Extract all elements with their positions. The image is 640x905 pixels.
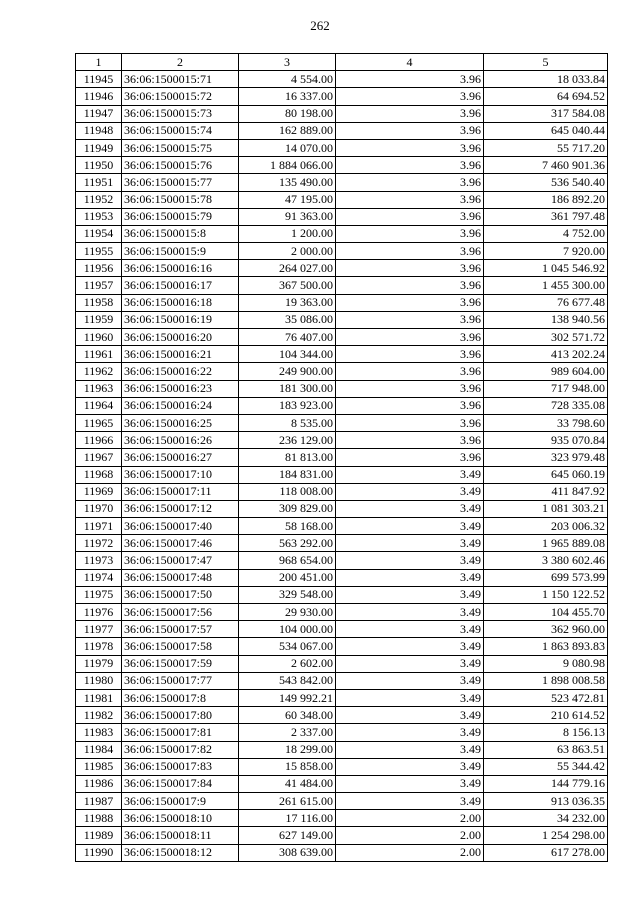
table-row <box>76 500 608 517</box>
cadastral-number-cell: 36:06:1500017:50 <box>122 586 239 603</box>
row-number-cell: 11974 <box>76 569 122 586</box>
cadastral-number-cell: 36:06:1500016:25 <box>122 414 239 431</box>
cadastral-number-cell: 36:06:1500015:71 <box>122 71 239 88</box>
amount-value-cell: 1 898 008.58 <box>484 672 608 689</box>
table-row <box>76 810 608 827</box>
area-value-cell: 19 363.00 <box>239 294 336 311</box>
area-value-cell: 135 490.00 <box>239 174 336 191</box>
rate-value-cell: 3.96 <box>336 432 484 449</box>
area-value-cell: 200 451.00 <box>239 569 336 586</box>
row-number-cell: 11975 <box>76 586 122 603</box>
amount-value-cell: 3 380 602.46 <box>484 552 608 569</box>
area-value-cell: 1 200.00 <box>239 225 336 242</box>
area-value-cell: 8 535.00 <box>239 414 336 431</box>
rate-value-cell: 2.00 <box>336 827 484 844</box>
area-value-cell: 81 813.00 <box>239 449 336 466</box>
cadastral-number-cell: 36:06:1500016:17 <box>122 277 239 294</box>
area-value-cell: 264 027.00 <box>239 260 336 277</box>
rate-value-cell: 3.49 <box>336 638 484 655</box>
rate-value-cell: 3.96 <box>336 414 484 431</box>
row-number-cell: 11965 <box>76 414 122 431</box>
table-row <box>76 724 608 741</box>
amount-value-cell: 186 892.20 <box>484 191 608 208</box>
area-value-cell: 534 067.00 <box>239 638 336 655</box>
amount-value-cell: 323 979.48 <box>484 449 608 466</box>
area-value-cell: 4 554.00 <box>239 71 336 88</box>
table-row <box>76 638 608 655</box>
area-value-cell: 181 300.00 <box>239 380 336 397</box>
table-row <box>76 672 608 689</box>
table-row <box>76 483 608 500</box>
rate-value-cell: 3.96 <box>336 449 484 466</box>
cadastral-number-cell: 36:06:1500016:22 <box>122 363 239 380</box>
rate-value-cell: 3.49 <box>336 500 484 517</box>
row-number-cell: 11988 <box>76 810 122 827</box>
area-value-cell: 236 129.00 <box>239 432 336 449</box>
table-row <box>76 449 608 466</box>
amount-value-cell: 203 006.32 <box>484 518 608 535</box>
cadastral-number-cell: 36:06:1500017:83 <box>122 758 239 775</box>
amount-value-cell: 138 940.56 <box>484 311 608 328</box>
rate-value-cell: 3.96 <box>336 225 484 242</box>
cadastral-number-cell: 36:06:1500016:16 <box>122 260 239 277</box>
rate-value-cell: 3.49 <box>336 793 484 810</box>
row-number-cell: 11955 <box>76 243 122 260</box>
row-number-cell: 11962 <box>76 363 122 380</box>
amount-value-cell: 935 070.84 <box>484 432 608 449</box>
amount-value-cell: 1 081 303.21 <box>484 500 608 517</box>
amount-value-cell: 33 798.60 <box>484 414 608 431</box>
row-number-cell: 11989 <box>76 827 122 844</box>
amount-value-cell: 210 614.52 <box>484 707 608 724</box>
amount-value-cell: 413 202.24 <box>484 346 608 363</box>
column-header-2: 2 <box>122 54 239 71</box>
area-value-cell: 58 168.00 <box>239 518 336 535</box>
cadastral-number-cell: 36:06:1500016:19 <box>122 311 239 328</box>
area-value-cell: 308 639.00 <box>239 844 336 861</box>
cadastral-number-cell: 36:06:1500017:84 <box>122 775 239 792</box>
amount-value-cell: 7 920.00 <box>484 243 608 260</box>
row-number-cell: 11956 <box>76 260 122 277</box>
area-value-cell: 249 900.00 <box>239 363 336 380</box>
table-row <box>76 707 608 724</box>
rate-value-cell: 3.96 <box>336 329 484 346</box>
area-value-cell: 104 000.00 <box>239 621 336 638</box>
amount-value-cell: 1 455 300.00 <box>484 277 608 294</box>
area-value-cell: 41 484.00 <box>239 775 336 792</box>
row-number-cell: 11953 <box>76 208 122 225</box>
rate-value-cell: 3.49 <box>336 569 484 586</box>
row-number-cell: 11982 <box>76 707 122 724</box>
cadastral-number-cell: 36:06:1500017:58 <box>122 638 239 655</box>
area-value-cell: 968 654.00 <box>239 552 336 569</box>
area-value-cell: 14 070.00 <box>239 139 336 156</box>
amount-value-cell: 144 779.16 <box>484 775 608 792</box>
amount-value-cell: 18 033.84 <box>484 71 608 88</box>
row-number-cell: 11948 <box>76 122 122 139</box>
cadastral-number-cell: 36:06:1500016:24 <box>122 397 239 414</box>
table-row <box>76 793 608 810</box>
area-value-cell: 184 831.00 <box>239 466 336 483</box>
rate-value-cell: 3.96 <box>336 105 484 122</box>
row-number-cell: 11946 <box>76 88 122 105</box>
rate-value-cell: 3.49 <box>336 655 484 672</box>
rate-value-cell: 3.96 <box>336 208 484 225</box>
rate-value-cell: 3.49 <box>336 724 484 741</box>
row-number-cell: 11968 <box>76 466 122 483</box>
cadastral-number-cell: 36:06:1500017:11 <box>122 483 239 500</box>
cadastral-number-cell: 36:06:1500017:59 <box>122 655 239 672</box>
rate-value-cell: 2.00 <box>336 844 484 861</box>
table-row <box>76 758 608 775</box>
row-number-cell: 11980 <box>76 672 122 689</box>
cadastral-number-cell: 36:06:1500017:56 <box>122 604 239 621</box>
rate-value-cell: 3.49 <box>336 621 484 638</box>
amount-value-cell: 9 080.98 <box>484 655 608 672</box>
rate-value-cell: 2.00 <box>336 810 484 827</box>
rate-value-cell: 3.49 <box>336 466 484 483</box>
table-row <box>76 363 608 380</box>
cadastral-number-cell: 36:06:1500015:75 <box>122 139 239 156</box>
amount-value-cell: 7 460 901.36 <box>484 157 608 174</box>
amount-value-cell: 63 863.51 <box>484 741 608 758</box>
table-row <box>76 157 608 174</box>
cadastral-number-cell: 36:06:1500018:12 <box>122 844 239 861</box>
rate-value-cell: 3.49 <box>336 535 484 552</box>
rate-value-cell: 3.96 <box>336 71 484 88</box>
rate-value-cell: 3.49 <box>336 483 484 500</box>
row-number-cell: 11949 <box>76 139 122 156</box>
cadastral-number-cell: 36:06:1500016:20 <box>122 329 239 346</box>
row-number-cell: 11984 <box>76 741 122 758</box>
area-value-cell: 162 889.00 <box>239 122 336 139</box>
table-row <box>76 191 608 208</box>
rate-value-cell: 3.96 <box>336 346 484 363</box>
table-row <box>76 432 608 449</box>
rate-value-cell: 3.96 <box>336 139 484 156</box>
cadastral-number-cell: 36:06:1500016:27 <box>122 449 239 466</box>
row-number-cell: 11983 <box>76 724 122 741</box>
rate-value-cell: 3.49 <box>336 775 484 792</box>
column-header-3: 3 <box>239 54 336 71</box>
area-value-cell: 60 348.00 <box>239 707 336 724</box>
area-value-cell: 91 363.00 <box>239 208 336 225</box>
row-number-cell: 11961 <box>76 346 122 363</box>
row-number-cell: 11958 <box>76 294 122 311</box>
table-row <box>76 466 608 483</box>
cadastral-number-cell: 36:06:1500017:12 <box>122 500 239 517</box>
area-value-cell: 329 548.00 <box>239 586 336 603</box>
cadastral-number-cell: 36:06:1500018:11 <box>122 827 239 844</box>
table-row <box>76 586 608 603</box>
rate-value-cell: 3.96 <box>336 363 484 380</box>
column-header-5: 5 <box>484 54 608 71</box>
cadastral-number-cell: 36:06:1500015:73 <box>122 105 239 122</box>
row-number-cell: 11964 <box>76 397 122 414</box>
cadastral-number-cell: 36:06:1500015:8 <box>122 225 239 242</box>
row-number-cell: 11977 <box>76 621 122 638</box>
cadastral-number-cell: 36:06:1500016:26 <box>122 432 239 449</box>
rate-value-cell: 3.49 <box>336 518 484 535</box>
rate-value-cell: 3.49 <box>336 741 484 758</box>
table-row <box>76 311 608 328</box>
cadastral-number-cell: 36:06:1500015:74 <box>122 122 239 139</box>
table-row <box>76 71 608 88</box>
row-number-cell: 11972 <box>76 535 122 552</box>
amount-value-cell: 104 455.70 <box>484 604 608 621</box>
table-row <box>76 329 608 346</box>
amount-value-cell: 411 847.92 <box>484 483 608 500</box>
rate-value-cell: 3.49 <box>336 672 484 689</box>
cadastral-number-cell: 36:06:1500017:81 <box>122 724 239 741</box>
row-number-cell: 11987 <box>76 793 122 810</box>
rate-value-cell: 3.96 <box>336 122 484 139</box>
amount-value-cell: 523 472.81 <box>484 689 608 706</box>
area-value-cell: 627 149.00 <box>239 827 336 844</box>
rate-value-cell: 3.49 <box>336 604 484 621</box>
row-number-cell: 11954 <box>76 225 122 242</box>
row-number-cell: 11963 <box>76 380 122 397</box>
amount-value-cell: 64 694.52 <box>484 88 608 105</box>
row-number-cell: 11973 <box>76 552 122 569</box>
table-row <box>76 775 608 792</box>
area-value-cell: 17 116.00 <box>239 810 336 827</box>
amount-value-cell: 34 232.00 <box>484 810 608 827</box>
table-row <box>76 655 608 672</box>
rate-value-cell: 3.49 <box>336 689 484 706</box>
cadastral-number-cell: 36:06:1500017:47 <box>122 552 239 569</box>
area-value-cell: 35 086.00 <box>239 311 336 328</box>
amount-value-cell: 302 571.72 <box>484 329 608 346</box>
cadastral-number-cell: 36:06:1500017:10 <box>122 466 239 483</box>
cadastral-number-cell: 36:06:1500018:10 <box>122 810 239 827</box>
amount-value-cell: 361 797.48 <box>484 208 608 225</box>
amount-value-cell: 717 948.00 <box>484 380 608 397</box>
cadastral-number-cell: 36:06:1500016:21 <box>122 346 239 363</box>
area-value-cell: 183 923.00 <box>239 397 336 414</box>
rate-value-cell: 3.96 <box>336 260 484 277</box>
rate-value-cell: 3.96 <box>336 157 484 174</box>
data-table <box>75 53 608 862</box>
row-number-cell: 11966 <box>76 432 122 449</box>
area-value-cell: 47 195.00 <box>239 191 336 208</box>
rate-value-cell: 3.96 <box>336 294 484 311</box>
rate-value-cell: 3.49 <box>336 586 484 603</box>
row-number-cell: 11960 <box>76 329 122 346</box>
amount-value-cell: 728 335.08 <box>484 397 608 414</box>
area-value-cell: 1 884 066.00 <box>239 157 336 174</box>
row-number-cell: 11971 <box>76 518 122 535</box>
table-row <box>76 277 608 294</box>
row-number-cell: 11981 <box>76 689 122 706</box>
amount-value-cell: 55 344.42 <box>484 758 608 775</box>
area-value-cell: 309 829.00 <box>239 500 336 517</box>
table-row <box>76 844 608 861</box>
area-value-cell: 543 842.00 <box>239 672 336 689</box>
rate-value-cell: 3.96 <box>336 191 484 208</box>
amount-value-cell: 1 965 889.08 <box>484 535 608 552</box>
area-value-cell: 118 008.00 <box>239 483 336 500</box>
row-number-cell: 11970 <box>76 500 122 517</box>
amount-value-cell: 1 863 893.83 <box>484 638 608 655</box>
row-number-cell: 11952 <box>76 191 122 208</box>
cadastral-number-cell: 36:06:1500015:9 <box>122 243 239 260</box>
table-row <box>76 105 608 122</box>
table-row <box>76 260 608 277</box>
table-row <box>76 414 608 431</box>
area-value-cell: 2 000.00 <box>239 243 336 260</box>
cadastral-number-cell: 36:06:1500017:80 <box>122 707 239 724</box>
amount-value-cell: 989 604.00 <box>484 363 608 380</box>
area-value-cell: 104 344.00 <box>239 346 336 363</box>
row-number-cell: 11945 <box>76 71 122 88</box>
cadastral-number-cell: 36:06:1500017:82 <box>122 741 239 758</box>
cadastral-number-cell: 36:06:1500015:72 <box>122 88 239 105</box>
area-value-cell: 2 337.00 <box>239 724 336 741</box>
rate-value-cell: 3.96 <box>336 88 484 105</box>
amount-value-cell: 645 040.44 <box>484 122 608 139</box>
row-number-cell: 11969 <box>76 483 122 500</box>
amount-value-cell: 362 960.00 <box>484 621 608 638</box>
table-row <box>76 827 608 844</box>
table-row <box>76 243 608 260</box>
page-number: 262 <box>310 18 330 33</box>
amount-value-cell: 55 717.20 <box>484 139 608 156</box>
rate-value-cell: 3.96 <box>336 380 484 397</box>
rate-value-cell: 3.96 <box>336 277 484 294</box>
amount-value-cell: 913 036.35 <box>484 793 608 810</box>
row-number-cell: 11976 <box>76 604 122 621</box>
rate-value-cell: 3.49 <box>336 707 484 724</box>
table-row <box>76 689 608 706</box>
rate-value-cell: 3.49 <box>336 552 484 569</box>
column-header-4: 4 <box>336 54 484 71</box>
area-value-cell: 18 299.00 <box>239 741 336 758</box>
amount-value-cell: 617 278.00 <box>484 844 608 861</box>
table-row <box>76 225 608 242</box>
area-value-cell: 261 615.00 <box>239 793 336 810</box>
amount-value-cell: 699 573.99 <box>484 569 608 586</box>
area-value-cell: 76 407.00 <box>239 329 336 346</box>
cadastral-number-cell: 36:06:1500017:77 <box>122 672 239 689</box>
row-number-cell: 11951 <box>76 174 122 191</box>
amount-value-cell: 4 752.00 <box>484 225 608 242</box>
area-value-cell: 15 858.00 <box>239 758 336 775</box>
row-number-cell: 11986 <box>76 775 122 792</box>
table-row <box>76 88 608 105</box>
table-row <box>76 518 608 535</box>
amount-value-cell: 76 677.48 <box>484 294 608 311</box>
table-row <box>76 535 608 552</box>
cadastral-number-cell: 36:06:1500017:46 <box>122 535 239 552</box>
cadastral-number-cell: 36:06:1500017:40 <box>122 518 239 535</box>
row-number-cell: 11978 <box>76 638 122 655</box>
row-number-cell: 11959 <box>76 311 122 328</box>
table-row <box>76 294 608 311</box>
table-row <box>76 139 608 156</box>
area-value-cell: 563 292.00 <box>239 535 336 552</box>
rate-value-cell: 3.96 <box>336 243 484 260</box>
table-row <box>76 552 608 569</box>
cadastral-number-cell: 36:06:1500015:77 <box>122 174 239 191</box>
row-number-cell: 11985 <box>76 758 122 775</box>
cadastral-number-cell: 36:06:1500016:18 <box>122 294 239 311</box>
table-row <box>76 621 608 638</box>
row-number-cell: 11979 <box>76 655 122 672</box>
amount-value-cell: 1 150 122.52 <box>484 586 608 603</box>
area-value-cell: 80 198.00 <box>239 105 336 122</box>
column-header-1: 1 <box>76 54 122 71</box>
table-row <box>76 346 608 363</box>
rate-value-cell: 3.96 <box>336 311 484 328</box>
table-row <box>76 174 608 191</box>
table-row <box>76 122 608 139</box>
rate-value-cell: 3.96 <box>336 397 484 414</box>
table-row <box>76 741 608 758</box>
cadastral-number-cell: 36:06:1500017:48 <box>122 569 239 586</box>
row-number-cell: 11990 <box>76 844 122 861</box>
amount-value-cell: 645 060.19 <box>484 466 608 483</box>
table-row <box>76 569 608 586</box>
table-row <box>76 397 608 414</box>
amount-value-cell: 536 540.40 <box>484 174 608 191</box>
table-header-row <box>76 54 608 71</box>
table-row <box>76 208 608 225</box>
row-number-cell: 11967 <box>76 449 122 466</box>
cadastral-number-cell: 36:06:1500016:23 <box>122 380 239 397</box>
area-value-cell: 149 992.21 <box>239 689 336 706</box>
amount-value-cell: 1 254 298.00 <box>484 827 608 844</box>
amount-value-cell: 317 584.08 <box>484 105 608 122</box>
row-number-cell: 11950 <box>76 157 122 174</box>
row-number-cell: 11947 <box>76 105 122 122</box>
cadastral-number-cell: 36:06:1500017:57 <box>122 621 239 638</box>
row-number-cell: 11957 <box>76 277 122 294</box>
area-value-cell: 367 500.00 <box>239 277 336 294</box>
cadastral-number-cell: 36:06:1500017:9 <box>122 793 239 810</box>
table-row <box>76 604 608 621</box>
rate-value-cell: 3.96 <box>336 174 484 191</box>
area-value-cell: 16 337.00 <box>239 88 336 105</box>
area-value-cell: 2 602.00 <box>239 655 336 672</box>
cadastral-number-cell: 36:06:1500015:78 <box>122 191 239 208</box>
amount-value-cell: 8 156.13 <box>484 724 608 741</box>
amount-value-cell: 1 045 546.92 <box>484 260 608 277</box>
cadastral-number-cell: 36:06:1500017:8 <box>122 689 239 706</box>
area-value-cell: 29 930.00 <box>239 604 336 621</box>
table-row <box>76 380 608 397</box>
cadastral-number-cell: 36:06:1500015:76 <box>122 157 239 174</box>
rate-value-cell: 3.49 <box>336 758 484 775</box>
cadastral-number-cell: 36:06:1500015:79 <box>122 208 239 225</box>
table-body <box>76 71 608 862</box>
